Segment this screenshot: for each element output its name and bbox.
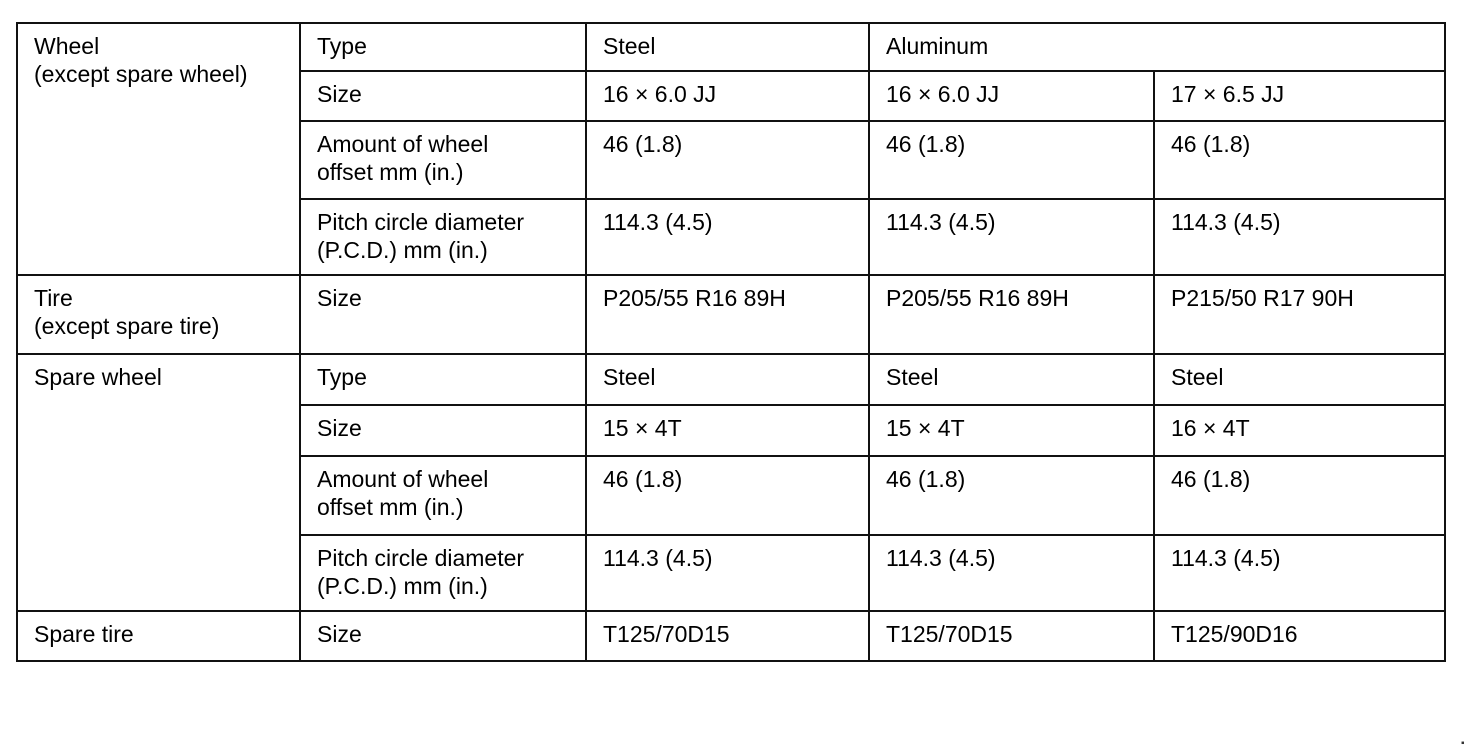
value-cell: 46 (1.8): [586, 121, 869, 199]
value-cell: 114.3 (4.5): [586, 535, 869, 611]
group-cell-wheel: [17, 23, 300, 275]
item-label-cell: [300, 199, 586, 275]
value-cell: Aluminum: [869, 23, 1445, 71]
value-cell: 15 × 4T: [869, 405, 1154, 456]
value-cell: 16 × 6.0 JJ: [586, 71, 869, 121]
value-cell: 16 × 6.0 JJ: [869, 71, 1154, 121]
item-label-line: Pitch circle diameter: [317, 545, 525, 571]
value-cell: 114.3 (4.5): [586, 199, 869, 275]
value-cell: Steel: [869, 354, 1154, 405]
table-row: [17, 354, 1445, 405]
value-cell: 46 (1.8): [1154, 121, 1445, 199]
item-label-cell: Size: [300, 71, 586, 121]
value-cell: 114.3 (4.5): [869, 535, 1154, 611]
value-cell: Steel: [586, 354, 869, 405]
group-cell-spare-tire: Spare tire: [17, 611, 300, 661]
item-label-line: Pitch circle diameter: [317, 209, 525, 235]
group-cell-tire: [17, 275, 300, 354]
value-cell: 46 (1.8): [869, 456, 1154, 535]
item-label-line: Amount of wheel: [317, 131, 489, 157]
value-cell: 114.3 (4.5): [1154, 199, 1445, 275]
group-cell-spare-wheel: Spare wheel: [17, 354, 300, 611]
item-label-cell: Size: [300, 611, 586, 661]
item-label-line: (P.C.D.) mm (in.): [317, 573, 488, 599]
group-sublabel-wheel: (except spare wheel): [34, 61, 248, 87]
value-cell: 46 (1.8): [586, 456, 869, 535]
group-label-wheel: Wheel: [34, 33, 100, 59]
value-cell: T125/70D15: [586, 611, 869, 661]
item-label-cell: Size: [300, 405, 586, 456]
group-sublabel-tire: (except spare tire): [34, 313, 220, 339]
value-cell: 46 (1.8): [1154, 456, 1445, 535]
table-row: [17, 275, 1445, 354]
group-label-tire: Tire: [34, 285, 73, 311]
item-label-line: (P.C.D.) mm (in.): [317, 237, 488, 263]
value-cell: 15 × 4T: [586, 405, 869, 456]
value-cell: Steel: [1154, 354, 1445, 405]
item-label-line: Amount of wheel: [317, 466, 489, 492]
value-cell: 17 × 6.5 JJ: [1154, 71, 1445, 121]
item-label-cell: [300, 456, 586, 535]
item-label-cell: Type: [300, 354, 586, 405]
value-cell: P205/55 R16 89H: [586, 275, 869, 354]
item-label-cell: [300, 535, 586, 611]
wheel-tire-spec-table: [16, 22, 1446, 662]
value-cell: T125/90D16: [1154, 611, 1445, 661]
value-cell: 16 × 4T: [1154, 405, 1445, 456]
value-cell: T125/70D15: [869, 611, 1154, 661]
value-cell: P215/50 R17 90H: [1154, 275, 1445, 354]
value-cell: Steel: [586, 23, 869, 71]
table-row: [17, 611, 1445, 661]
table-row: [17, 23, 1445, 71]
value-cell: 46 (1.8): [869, 121, 1154, 199]
item-label-line: offset mm (in.): [317, 494, 464, 520]
item-label-cell: Type: [300, 23, 586, 71]
value-cell: 114.3 (4.5): [869, 199, 1154, 275]
value-cell: 114.3 (4.5): [1154, 535, 1445, 611]
item-label-line: offset mm (in.): [317, 159, 464, 185]
item-label-cell: Size: [300, 275, 586, 354]
scan-speck: ▪: [1461, 738, 1465, 749]
value-cell: P205/55 R16 89H: [869, 275, 1154, 354]
item-label-cell: [300, 121, 586, 199]
